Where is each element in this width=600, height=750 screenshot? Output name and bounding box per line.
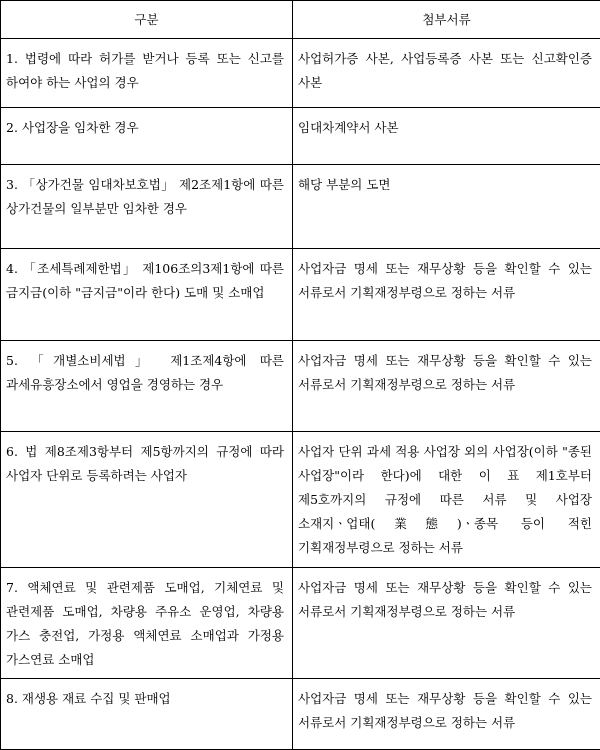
row-category: 8. 재생용 재료 수집 및 판매업 [1,679,293,750]
row-documents: 사업자 단위 과세 적용 사업장 외의 사업장(이하 "종된 사업장"이라 한다)에 대한 이 표 제1호부터 제5호까지의 규정에 따른 서류 및 사업장 소재지ㆍ업태(業態)ㆍ종목 등이 적힌 기획재정부령으로 정하는 서류 [293,432,600,568]
table-row [1,679,600,750]
header-documents: 첨부서류 [293,1,600,39]
table-row [1,432,600,568]
row-category: 4. 「조세특례제한법」 제106조의3제1항에 따른 금지금(이하 "금지금"이라 한다) 도매 및 소매업 [1,249,293,341]
row-category: 6. 법 제8조제3항부터 제5항까지의 규정에 따라 사업자 단위로 등록하려는 사업자 [1,432,293,568]
row-documents: 사업자금 명세 또는 재무상황 등을 확인할 수 있는 서류로서 기획재정부령으로 정하는 서류 [293,249,600,341]
table-row [1,39,600,108]
row-category: 1. 법령에 따라 허가를 받거나 등록 또는 신고를 하여야 하는 사업의 경우 [1,39,293,108]
row-category: 7. 액체연료 및 관련제품 도매업, 기체연료 및 관련제품 도매업, 차량용 주유소 운영업, 차량용 가스 충전업, 가정용 액체연료 소매업과 가정용 가스연료 소매업 [1,568,293,679]
table-header-row [1,1,600,39]
table-row [1,568,600,679]
row-documents: 사업자금 명세 또는 재무상황 등을 확인할 수 있는 서류로서 기획재정부령으로 정하는 서류 [293,341,600,432]
table-row [1,108,600,165]
table-row [1,165,600,249]
row-documents: 사업자금 명세 또는 재무상황 등을 확인할 수 있는 서류로서 기획재정부령으로 정하는 서류 [293,679,600,750]
table-row [1,341,600,432]
row-documents: 사업허가증 사본, 사업등록증 사본 또는 신고확인증 사본 [293,39,600,108]
row-category: 3. 「상가건물 임대차보호법」 제2조제1항에 따른 상가건물의 일부분만 임차한 경우 [1,165,293,249]
table-row [1,249,600,341]
row-documents: 임대차계약서 사본 [293,108,600,165]
row-documents: 해당 부분의 도면 [293,165,600,249]
row-category: 5. 「개별소비세법」 제1조제4항에 따른 과세유흥장소에서 영업을 경영하는 경우 [1,341,293,432]
row-documents: 사업자금 명세 또는 재무상황 등을 확인할 수 있는 서류로서 기획재정부령으로 정하는 서류 [293,568,600,679]
header-category: 구분 [1,1,293,39]
row-category: 2. 사업장을 임차한 경우 [1,108,293,165]
